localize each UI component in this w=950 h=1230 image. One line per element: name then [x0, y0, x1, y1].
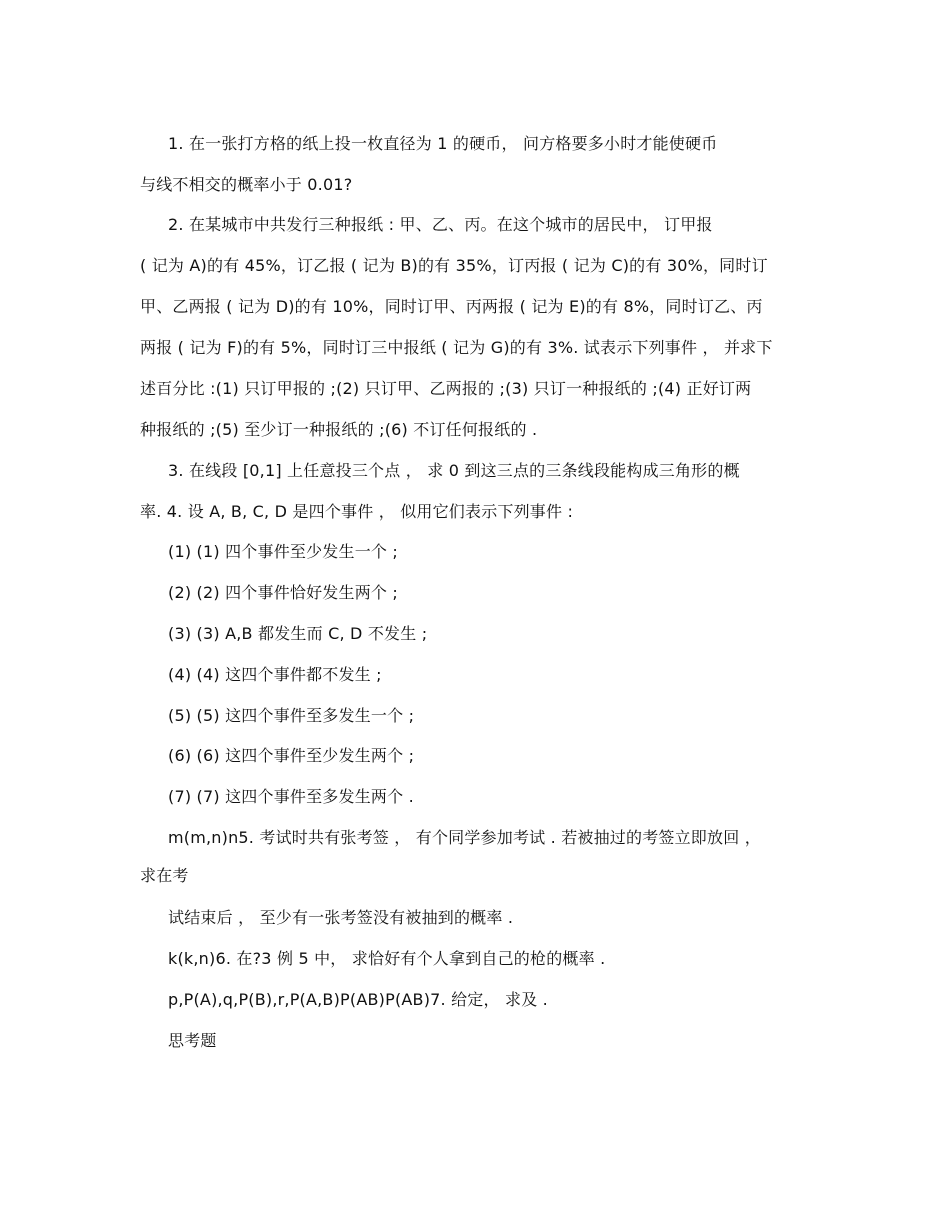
problem-1-line-2: 与线不相交的概率小于 0.01?	[140, 175, 353, 194]
problem-5-line-2: 求在考	[140, 866, 189, 885]
problem-5-line-1: m(m,n)n5. 考试时共有张考签 ， 有个同学参加考试 . 若被抽过的考签立即放回 ，	[168, 828, 761, 847]
problem-4-item-6: (6) (6) 这四个事件至少发生两个 ;	[168, 746, 415, 765]
problem-4-item-5: (5) (5) 这四个事件至多发生一个 ;	[168, 706, 415, 725]
problem-2-line-3: 甲、乙两报 ( 记为 D)的有 10%，同时订甲、丙两报 ( 记为 E)的有 8%，同时订乙、丙	[140, 297, 763, 316]
problem-4-item-2: (2) (2) 四个事件恰好发生两个 ;	[168, 583, 398, 602]
problem-4-item-3: (3) (3) A,B 都发生而 C, D 不发生 ;	[168, 624, 428, 643]
problem-7-line: p,P(A),q,P(B),r,P(A,B)P(AB)P(AB)7. 给定， 求及 .	[168, 990, 548, 1009]
problem-2-line-2: ( 记为 A)的有 45%，订乙报 ( 记为 B)的有 35%，订丙报 ( 记为 C)的有 30%，同时订	[140, 256, 768, 275]
problem-4-item-1: (1) (1) 四个事件至少发生一个 ;	[168, 542, 398, 561]
problem-1-line-1: 1. 在一张打方格的纸上投一枚直径为 1 的硬币， 问方格要多小时才能使硬币	[168, 134, 718, 153]
problem-2-line-5: 述百分比 :(1) 只订甲报的 ;(2) 只订甲、乙两报的 ;(3) 只订一种报纸的 ;(4) 正好订两	[140, 379, 752, 398]
problem-3-4-line: 率. 4. 设 A, B, C, D 是四个事件 ， 似用它们表示下列事件 :	[140, 502, 574, 521]
problem-5-line-3: 试结束后 ， 至少有一张考签没有被抽到的概率 .	[168, 908, 514, 927]
problem-4-item-7: (7) (7) 这四个事件至多发生两个 .	[168, 787, 414, 806]
section-heading-thinking-questions: 思考题	[168, 1031, 217, 1050]
problem-2-line-1: 2. 在某城市中共发行三种报纸 : 甲、乙、丙。在这个城市的居民中， 订甲报	[168, 215, 713, 234]
problem-6-line: k(k,n)6. 在?3 例 5 中， 求恰好有个人拿到自己的枪的概率 .	[168, 949, 606, 968]
problem-2-line-4: 两报 ( 记为 F)的有 5%，同时订三中报纸 ( 记为 G)的有 3%. 试表示下列事件 ， 并求下	[140, 338, 773, 357]
problem-4-item-4: (4) (4) 这四个事件都不发生 ;	[168, 665, 382, 684]
problem-3-line-1: 3. 在线段 [0,1] 上任意投三个点 ， 求 0 到这三点的三条线段能构成三角形的概	[168, 461, 740, 480]
problem-2-line-6: 种报纸的 ;(5) 至少订一种报纸的 ;(6) 不订任何报纸的 .	[140, 420, 538, 439]
